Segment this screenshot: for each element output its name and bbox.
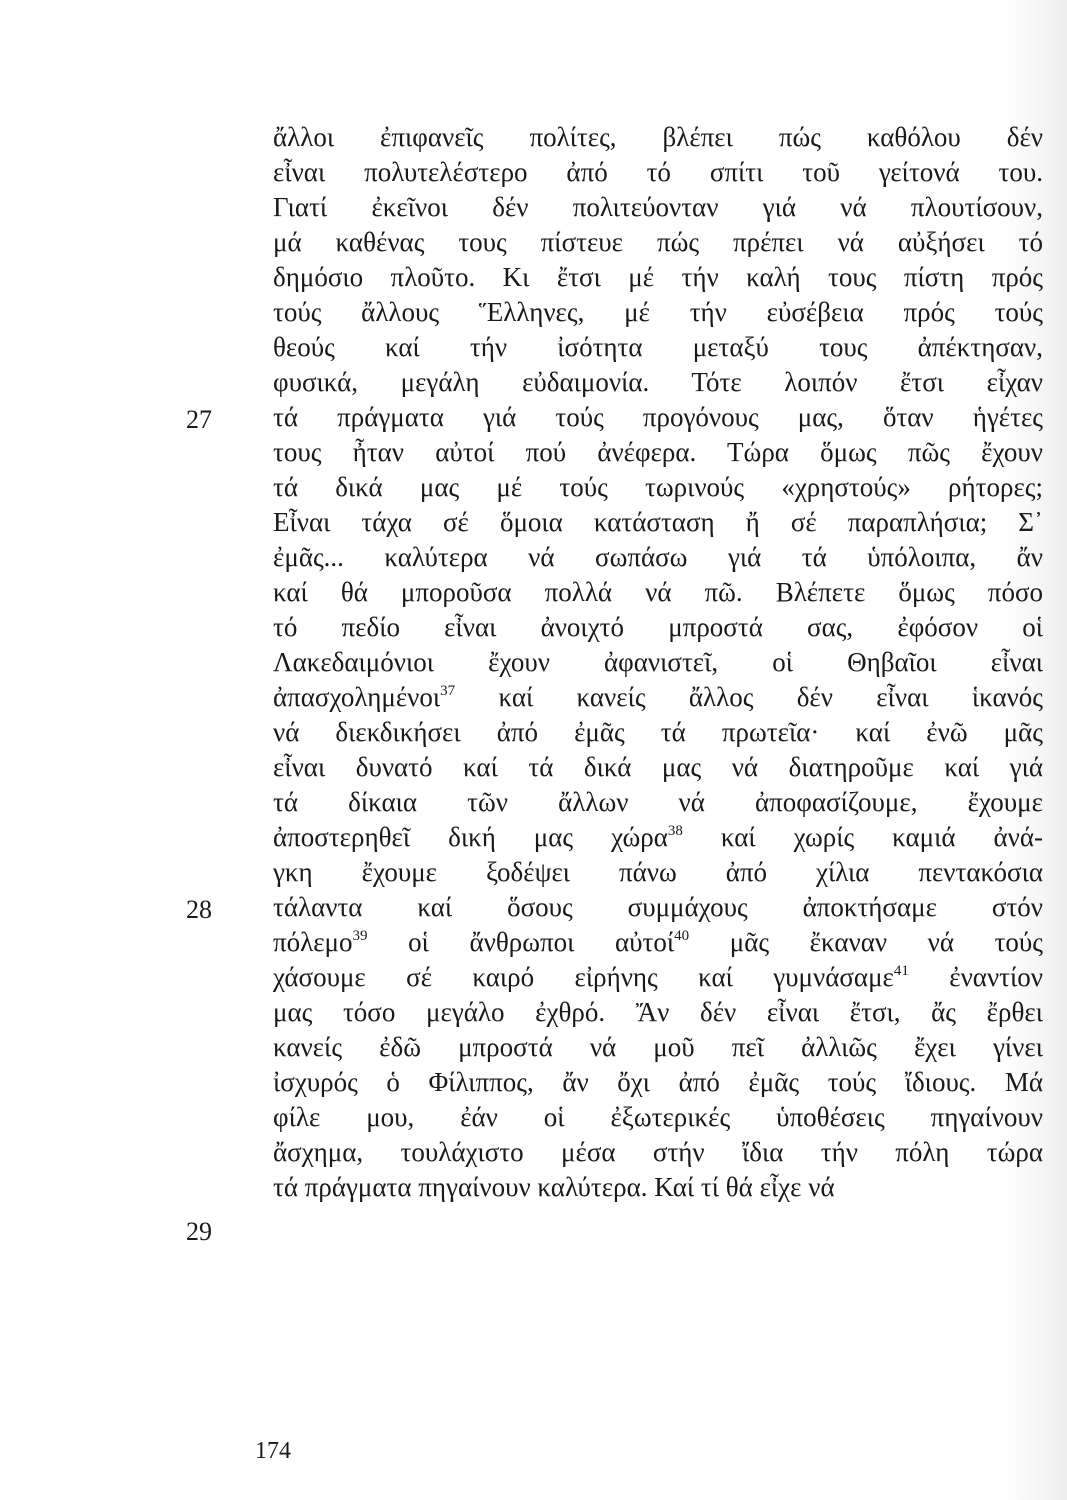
footnote-ref-37: 37 bbox=[440, 683, 456, 699]
text-line bbox=[273, 820, 1043, 854]
text-fragment: ἀποστερηθεῖ δική μας χώρα bbox=[273, 822, 668, 852]
text-line: δημόσιο πλοῦτο. Κι ἔτσι μέ τήν καλή τους πίστη πρός bbox=[273, 262, 1043, 292]
text-line: μας τόσο μεγάλο ἐχθρό. Ἄν δέν εἶναι ἔτσι, ἄς ἔρθει bbox=[273, 997, 1043, 1027]
text-fragment: πόλεμο bbox=[273, 927, 353, 957]
footnote-ref-40: 40 bbox=[674, 928, 690, 944]
text-fragment: χάσουμε σέ καιρό εἰρήνης καί γυμνάσαμε bbox=[273, 962, 894, 992]
text-line: ἄλλοι ἐπιφανεῖς πολίτες, βλέπει πώς καθόλου δέν bbox=[273, 122, 1043, 152]
text-line: κανείς ἐδῶ μπροστά νά μοῦ πεῖ ἀλλιῶς ἔχει γίνει bbox=[273, 1032, 1043, 1062]
text-line: φίλε μου, ἐάν οἱ ἐξωτερικές ὑποθέσεις πηγαίνουν bbox=[273, 1102, 1043, 1132]
text-line: τά πράγματα γιά τούς προγόνους μας, ὅταν ἡγέτες bbox=[273, 402, 1043, 432]
footnote-ref-39: 39 bbox=[352, 928, 368, 944]
text-line: εἶναι πολυτελέστερο ἀπό τό σπίτι τοῦ γείτονά του. bbox=[273, 157, 1043, 187]
footnote-ref-41: 41 bbox=[893, 963, 909, 979]
text-line: τά δικά μας μέ τούς τωρινούς «χρηστούς» ρήτορες; bbox=[273, 472, 1043, 502]
text-line: τό πεδίο εἶναι ἀνοιχτό μπροστά σας, ἐφόσον οἱ bbox=[273, 612, 1043, 642]
text-line: τους ἦταν αὐτοί πού ἀνέφερα. Τώρα ὅμως πῶς ἔχουν bbox=[273, 437, 1043, 467]
text-line: Εἶναι τάχα σέ ὅμοια κατάσταση ἤ σέ παραπλήσια; Σ᾽ bbox=[273, 507, 1043, 537]
text-fragment: οἱ ἄνθρωποι αὐτοί bbox=[408, 927, 675, 957]
section-number-29: 29 bbox=[186, 1217, 212, 1246]
text-line: γκη ἔχουμε ξοδέψει πάνω ἀπό χίλια πεντακόσια bbox=[273, 857, 1043, 887]
text-line bbox=[273, 960, 1043, 994]
text-line: Λακεδαιμόνιοι ἔχουν ἀφανιστεῖ, οἱ Θηβαῖοι εἶναι bbox=[273, 647, 1043, 677]
text-line: Γιατί ἐκεῖνοι δέν πολιτεύονταν γιά νά πλουτίσουν, bbox=[273, 192, 1043, 222]
text-fragment: ἀπασχολημένοι bbox=[273, 682, 441, 712]
text-fragment: ἐναντίον bbox=[949, 962, 1043, 992]
text-line: φυσικά, μεγάλη εὐδαιμονία. Τότε λοιπόν ἔτσι εἶχαν bbox=[273, 367, 1043, 397]
text-line: τούς ἄλλους Ἕλληνες, μέ τήν εὐσέβεια πρός τούς bbox=[273, 297, 1043, 327]
text-line: θεούς καί τήν ἰσότητα μεταξύ τους ἀπέκτησαν, bbox=[273, 332, 1043, 362]
text-line: ἄσχημα, τουλάχιστο μέσα στήν ἴδια τήν πόλη τώρα bbox=[273, 1137, 1043, 1167]
text-line: τά δίκαια τῶν ἄλλων νά ἀποφασίζουμε, ἔχουμε bbox=[273, 787, 1043, 817]
section-number-27: 27 bbox=[186, 405, 212, 434]
text-line: νά διεκδικήσει ἀπό ἐμᾶς τά πρωτεῖα· καί ἐνῶ μᾶς bbox=[273, 717, 1043, 747]
text-line: ἰσχυρός ὁ Φίλιππος, ἄν ὄχι ἀπό ἐμᾶς τούς ἴδιους. Μά bbox=[273, 1067, 1043, 1097]
text-line: καί θά μποροῦσα πολλά νά πῶ. Βλέπετε ὅμως πόσο bbox=[273, 577, 1043, 607]
text-line: τά πράγματα πηγαίνουν καλύτερα. Καί τί θά εἶχε νά bbox=[273, 1172, 835, 1202]
text-fragment: καί κανείς ἄλλος δέν εἶναι ἱκανός bbox=[498, 682, 1043, 712]
footnote-ref-38: 38 bbox=[667, 823, 683, 839]
text-line: εἶναι δυνατό καί τά δικά μας νά διατηροῦμε καί γιά bbox=[273, 752, 1043, 782]
text-fragment: μᾶς ἔκαναν νά τούς bbox=[729, 927, 1043, 957]
text-line: ἐμᾶς... καλύτερα νά σωπάσω γιά τά ὑπόλοιπα, ἄν bbox=[273, 542, 1043, 572]
text-line bbox=[273, 925, 1043, 959]
page-number: 174 bbox=[255, 1438, 291, 1464]
text-line bbox=[273, 680, 1043, 714]
text-line: μά καθένας τους πίστευε πώς πρέπει νά αὐξήσει τό bbox=[273, 227, 1043, 257]
section-number-28: 28 bbox=[186, 895, 212, 924]
text-line: τάλαντα καί ὅσους συμμάχους ἀποκτήσαμε στόν bbox=[273, 892, 1043, 922]
text-fragment: καί χωρίς καμιά ἀνά- bbox=[720, 822, 1043, 852]
